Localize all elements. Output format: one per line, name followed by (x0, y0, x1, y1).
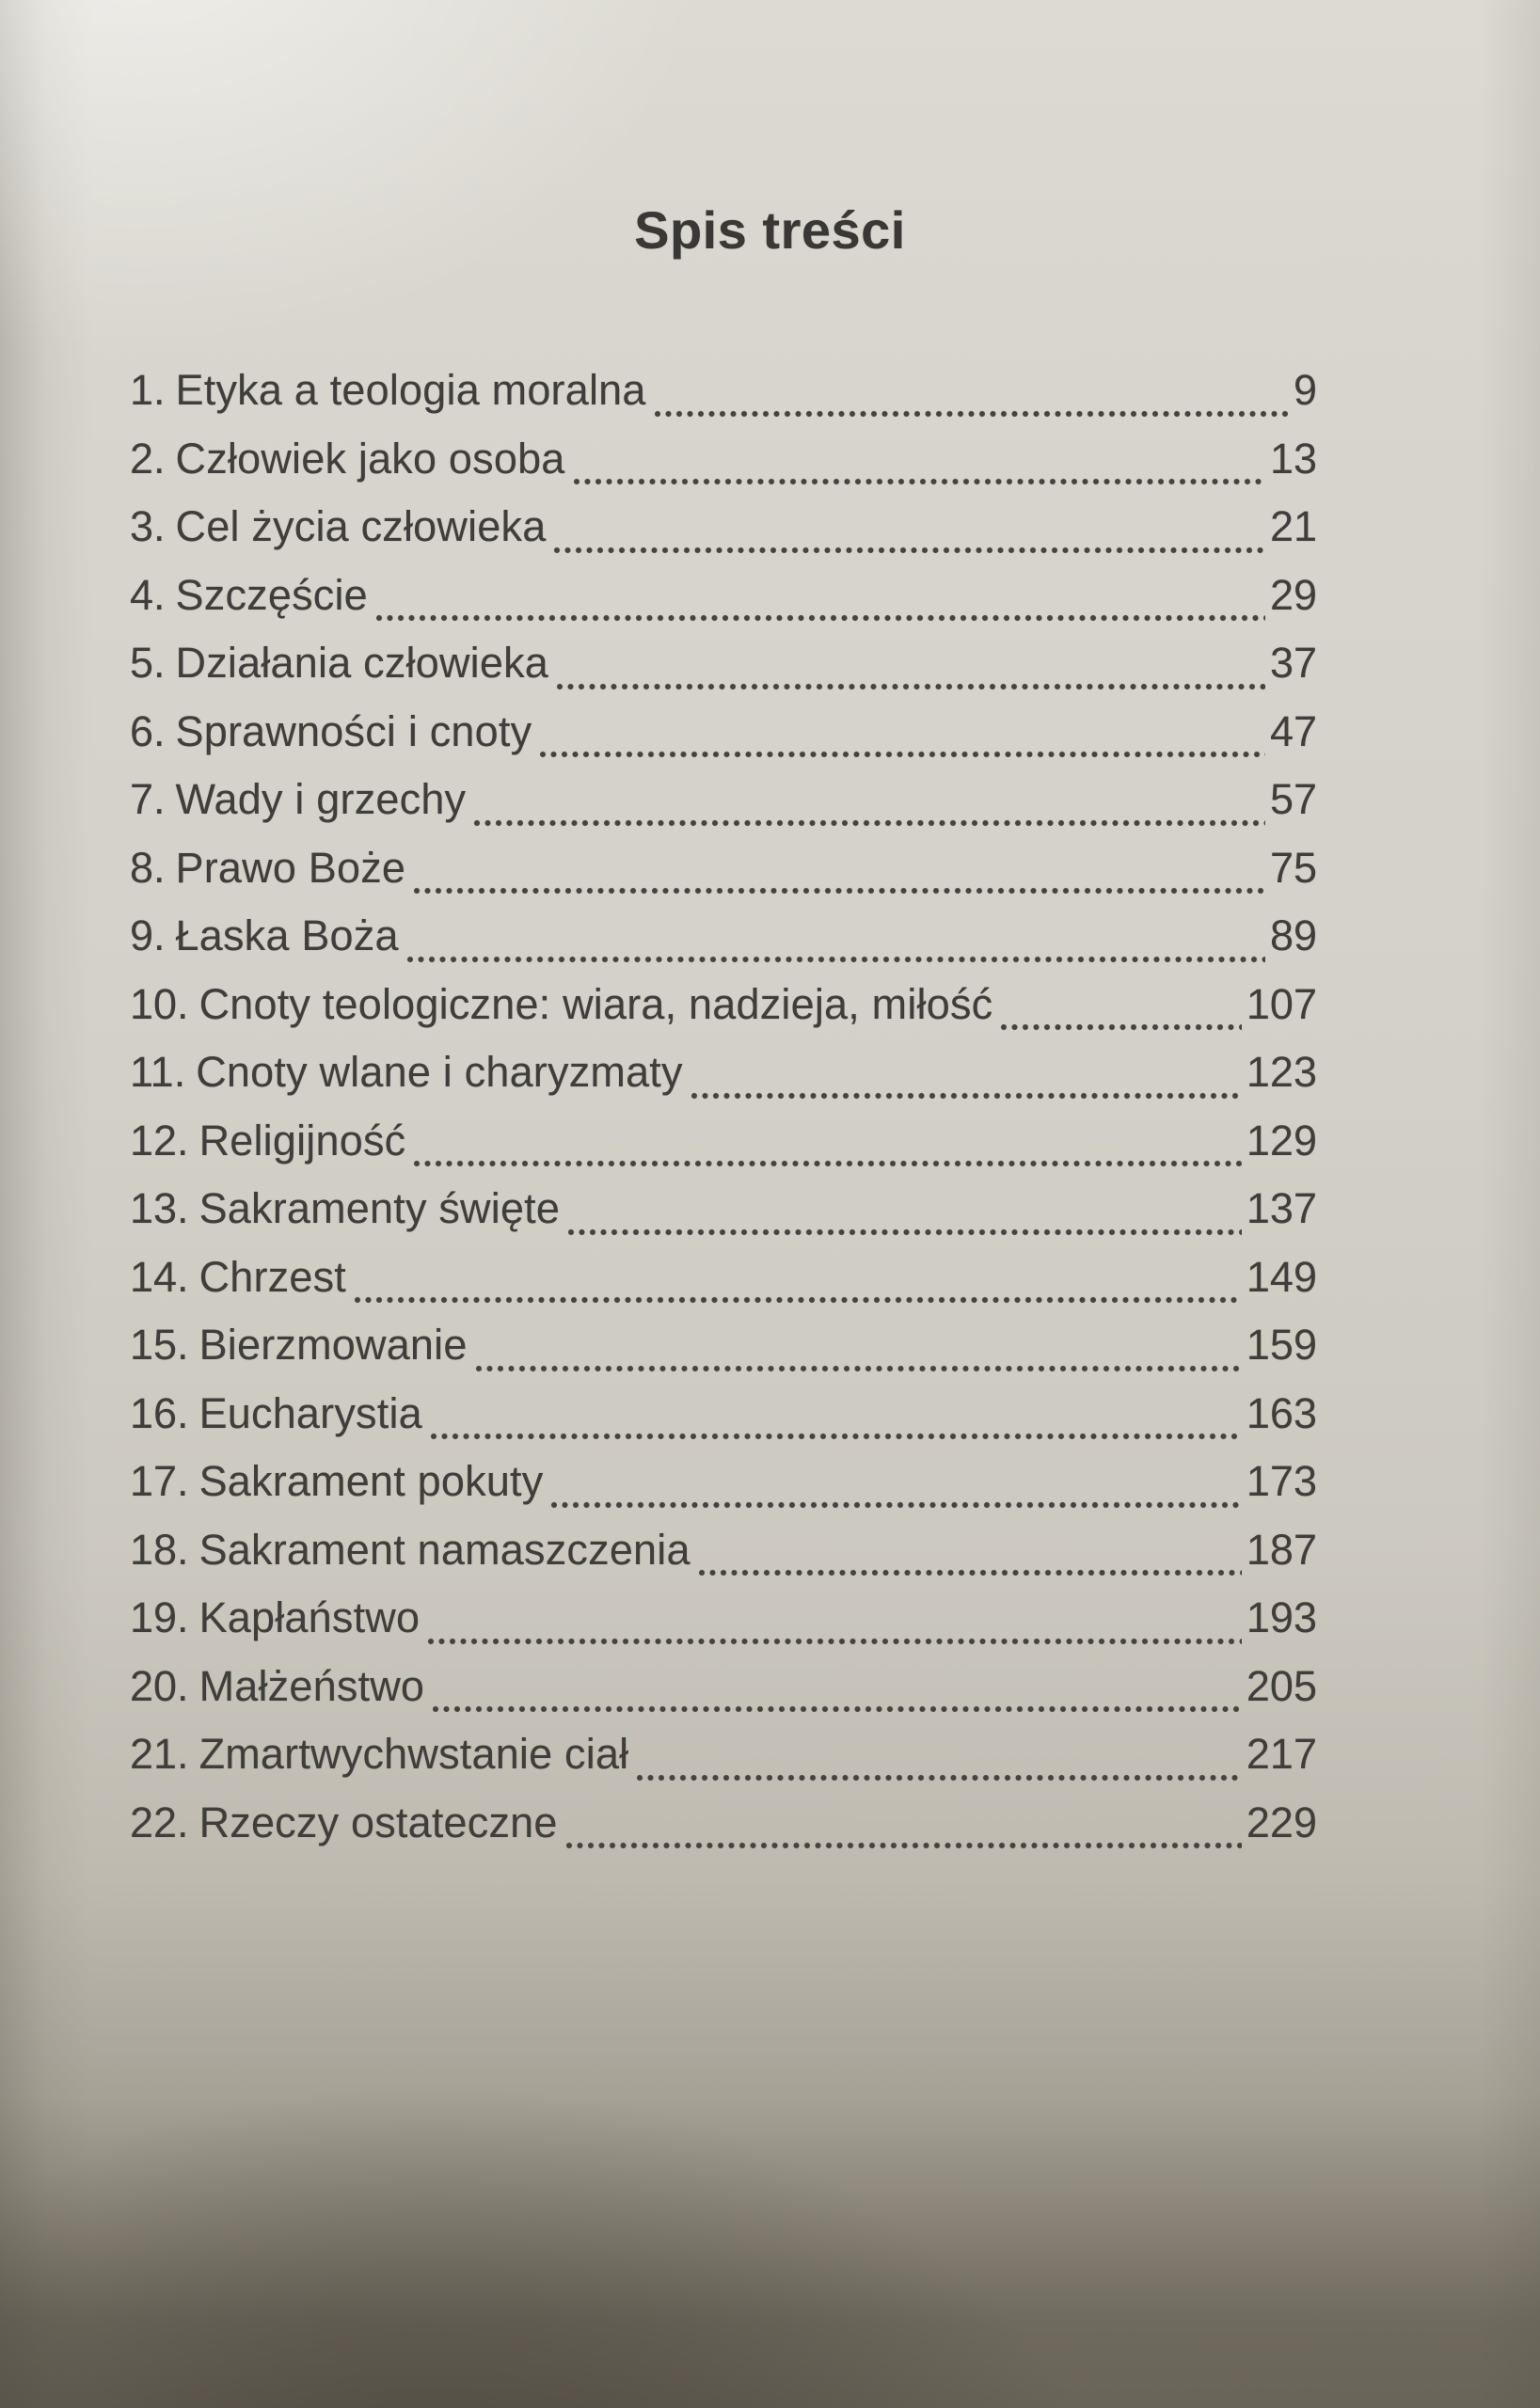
toc-entry (130, 571, 1317, 640)
dot-leader (412, 1159, 1242, 1168)
dot-leader (353, 1295, 1242, 1305)
entry-title: Eucharystia (198, 1388, 422, 1437)
dot-leader (564, 1841, 1242, 1850)
page-number: 173 (1246, 1457, 1317, 1505)
toc-entry (130, 1321, 1317, 1389)
toc-entry (130, 502, 1317, 571)
toc-entry (130, 1184, 1317, 1253)
entry-title: Etyka a teologia moralna (175, 366, 646, 414)
dot-leader (405, 955, 1265, 964)
page-number: 149 (1246, 1252, 1317, 1301)
entry-title: Sakrament pokuty (198, 1457, 544, 1505)
page-number: 75 (1269, 843, 1317, 892)
toc-entry (130, 707, 1317, 776)
entry-number: 13. (130, 1184, 189, 1232)
entry-title: Cnoty wlane i charyzmaty (196, 1048, 683, 1096)
entry-title: Działania człowieka (175, 639, 549, 687)
dot-leader (572, 477, 1265, 486)
entry-title: Człowiek jako osoba (175, 434, 565, 483)
dot-leader (697, 1568, 1242, 1577)
dot-leader (690, 1091, 1242, 1101)
toc-entry (130, 1389, 1317, 1458)
entry-title: Prawo Boże (175, 843, 406, 892)
entry-title: Religijność (198, 1116, 406, 1164)
page-number: 89 (1269, 911, 1317, 959)
toc-entry (130, 1662, 1317, 1731)
entry-number: 4. (130, 570, 166, 619)
page-number: 29 (1269, 570, 1317, 619)
page-number: 129 (1246, 1116, 1317, 1164)
page-number: 47 (1269, 706, 1317, 755)
entry-title: Bierzmowanie (198, 1321, 468, 1369)
entry-number: 17. (130, 1457, 189, 1505)
dot-leader (474, 1364, 1242, 1373)
page-number: 107 (1246, 979, 1317, 1028)
dot-leader (635, 1773, 1242, 1782)
page-number: 21 (1269, 502, 1317, 550)
dot-leader (653, 409, 1289, 419)
entry-number: 18. (130, 1525, 189, 1574)
entry-number: 6. (130, 706, 166, 755)
entry-number: 1. (130, 366, 166, 414)
entry-number: 15. (130, 1321, 189, 1369)
entry-title: Wady i grzechy (175, 775, 467, 823)
toc-entry (130, 1798, 1317, 1867)
toc-entry (130, 844, 1317, 912)
page-number: 205 (1246, 1661, 1317, 1710)
dot-leader (472, 818, 1265, 828)
entry-title: Cel życia człowieka (175, 502, 547, 550)
page-number: 193 (1246, 1593, 1317, 1641)
dot-leader (999, 1022, 1242, 1032)
dot-leader (412, 886, 1265, 895)
entry-number: 12. (130, 1116, 189, 1164)
entry-title: Sprawności i cnoty (175, 706, 532, 755)
dot-leader (555, 682, 1265, 691)
entry-number: 21. (130, 1730, 189, 1778)
dot-leader (431, 1704, 1242, 1714)
page-number: 9 (1293, 366, 1317, 414)
toc-entry (130, 435, 1317, 503)
entry-title: Sakramenty święte (198, 1184, 561, 1232)
entry-title: Szczęście (175, 570, 368, 619)
dot-leader (566, 1228, 1242, 1237)
toc-entry (130, 1457, 1317, 1526)
page-number: 137 (1246, 1184, 1317, 1232)
entry-title: Zmartwychwstanie ciał (198, 1730, 629, 1778)
toc-entry (130, 1593, 1317, 1662)
toc-entry (130, 980, 1317, 1049)
page-number: 37 (1269, 639, 1317, 687)
entry-number: 3. (130, 502, 166, 550)
toc-entry (130, 1730, 1317, 1798)
page-number: 187 (1246, 1525, 1317, 1574)
dot-leader (549, 1500, 1241, 1510)
toc-entry (130, 639, 1317, 707)
entry-number: 20. (130, 1661, 189, 1710)
entry-title: Kapłaństwo (198, 1593, 421, 1641)
dot-leader (552, 546, 1264, 555)
entry-number: 14. (130, 1252, 189, 1301)
page-number: 123 (1246, 1048, 1317, 1096)
entry-number: 7. (130, 775, 166, 823)
dot-leader (538, 750, 1265, 759)
entry-number: 5. (130, 639, 166, 687)
page-number: 13 (1269, 434, 1317, 483)
entry-title: Sakrament namaszczenia (198, 1525, 691, 1574)
page-number: 217 (1246, 1730, 1317, 1778)
dot-leader (426, 1637, 1242, 1646)
toc-entry (130, 1253, 1317, 1322)
page-number: 229 (1246, 1798, 1317, 1846)
entry-number: 2. (130, 434, 166, 483)
entry-number: 16. (130, 1388, 189, 1437)
entry-title: Cnoty teologiczne: wiara, nadzieja, miłość (198, 979, 993, 1028)
page-number: 163 (1246, 1388, 1317, 1437)
entry-number: 8. (130, 843, 166, 892)
entry-number: 19. (130, 1593, 189, 1641)
toc-entry (130, 366, 1317, 435)
entry-title: Małżeństwo (198, 1661, 425, 1710)
toc-entry (130, 1117, 1317, 1185)
entry-number: 22. (130, 1798, 189, 1846)
toc-entry (130, 1526, 1317, 1594)
entry-number: 9. (130, 911, 166, 959)
page-title: Spis treści (634, 200, 906, 260)
dot-leader (374, 613, 1265, 623)
entry-number: 11. (130, 1048, 186, 1096)
page-number: 57 (1269, 775, 1317, 823)
toc-entry (130, 775, 1317, 844)
toc-list (130, 366, 1317, 1866)
toc-entry (130, 911, 1317, 980)
entry-title: Łaska Boża (175, 911, 399, 959)
entry-title: Rzeczy ostateczne (198, 1798, 558, 1846)
entry-title: Chrzest (198, 1252, 347, 1301)
entry-number: 10. (130, 979, 189, 1028)
page-number: 159 (1246, 1321, 1317, 1369)
dot-leader (429, 1432, 1242, 1441)
toc-entry (130, 1048, 1317, 1117)
